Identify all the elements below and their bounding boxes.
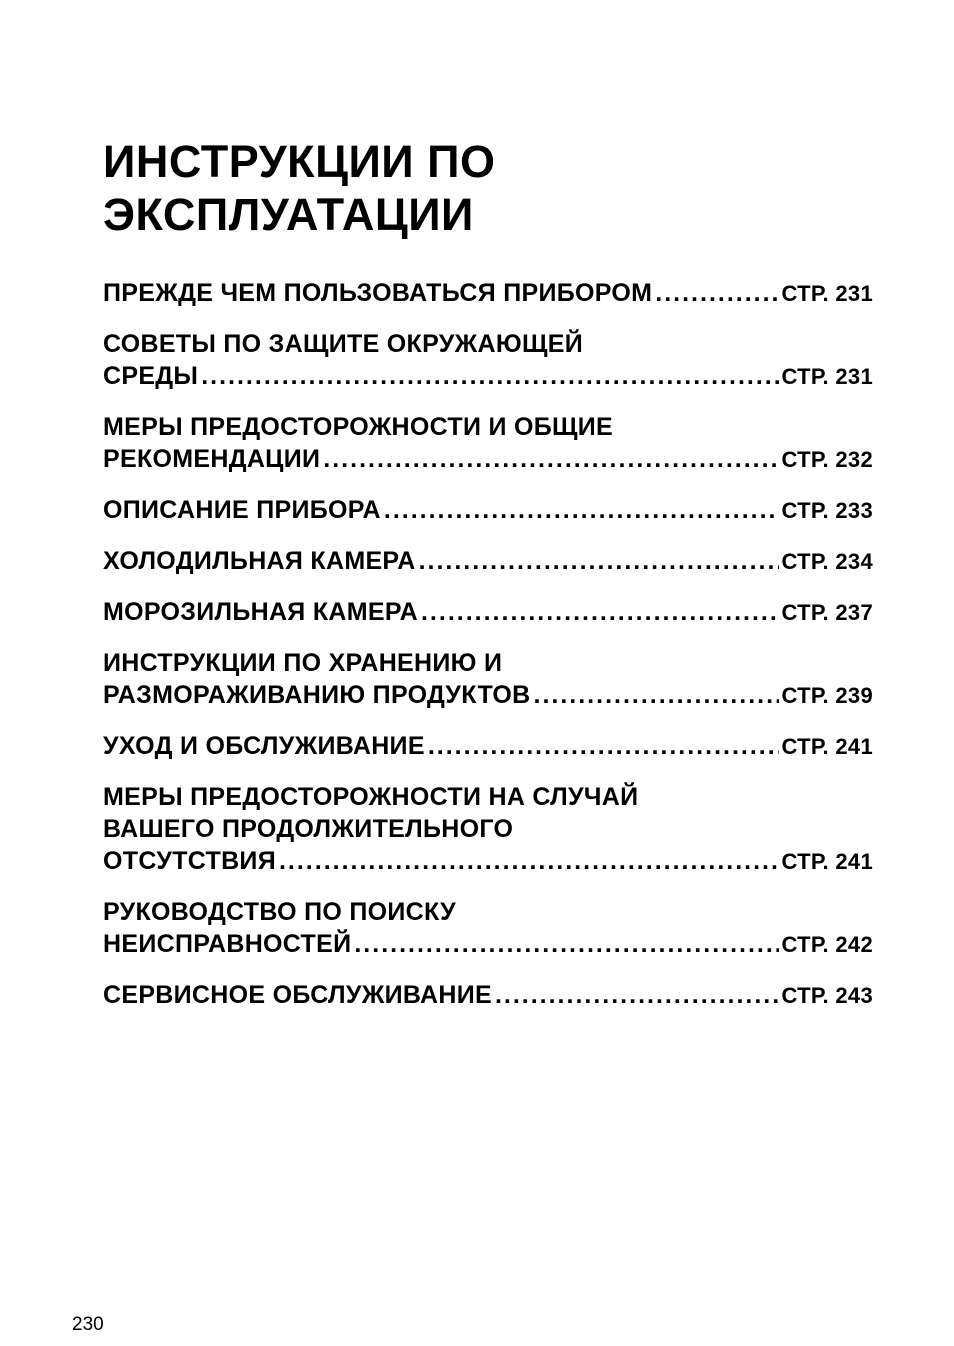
toc-entry[interactable] — [103, 277, 873, 310]
toc-entry-label: МОРОЗИЛЬНАЯ КАМЕРА — [103, 598, 418, 626]
toc-entry-label: РУКОВОДСТВО ПО ПОИСКУ — [103, 898, 457, 926]
toc-entry-label: МЕРЫ ПРЕДОСТОРОЖНОСТИ НА СЛУЧАЙ — [103, 783, 639, 811]
toc-entry-label: РАЗМОРАЖИВАНИЮ ПРОДУКТОВ — [103, 681, 531, 709]
toc-last-line — [103, 494, 873, 527]
toc-entry-label: ПРЕЖДЕ ЧЕМ ПОЛЬЗОВАТЬСЯ ПРИБОРОМ — [103, 279, 653, 307]
toc-dot-leader — [323, 443, 778, 475]
toc-entry-label: СЕРВИСНОЕ ОБСЛУЖИВАНИЕ — [103, 981, 492, 1009]
page-title — [103, 135, 863, 241]
toc-entry[interactable] — [103, 730, 873, 763]
toc-entry-label: МЕРЫ ПРЕДОСТОРОЖНОСТИ И ОБЩИЕ — [103, 413, 614, 441]
toc-entry[interactable] — [103, 545, 873, 578]
toc-last-line — [103, 679, 873, 712]
toc-page-ref: СТР. 234 — [781, 549, 873, 574]
toc-entry-label: СОВЕТЫ ПО ЗАЩИТЕ ОКРУЖАЮЩЕЙ — [103, 330, 583, 358]
toc-page-ref: СТР. 231 — [781, 281, 873, 306]
toc-page-ref: СТР. 243 — [781, 983, 873, 1008]
toc-page-ref: СТР. 241 — [781, 734, 873, 759]
toc-page-ref: СТР. 233 — [781, 498, 873, 523]
toc-entry[interactable] — [103, 896, 873, 961]
toc-entry-label: ИНСТРУКЦИИ ПО ХРАНЕНИЮ И — [103, 649, 503, 677]
toc-last-line — [103, 979, 873, 1012]
toc-entry[interactable] — [103, 494, 873, 527]
toc-dot-leader — [384, 494, 779, 526]
toc-entry-label: УХОД И ОБСЛУЖИВАНИЕ — [103, 732, 425, 760]
toc-dot-leader — [495, 979, 779, 1011]
page-title-line-2: ЭКСПЛУАТАЦИИ — [103, 189, 474, 240]
toc-entry[interactable] — [103, 979, 873, 1012]
table-of-contents — [103, 277, 873, 1030]
toc-dot-leader — [534, 679, 779, 711]
toc-last-line — [103, 596, 873, 629]
toc-page-ref: СТР. 242 — [781, 932, 873, 957]
toc-entry-label: СРЕДЫ — [103, 362, 199, 390]
toc-entry[interactable] — [103, 411, 873, 476]
toc-entry-label: ОТСУТСТВИЯ — [103, 847, 276, 875]
toc-entry-label: НЕИСПРАВНОСТЕЙ — [103, 930, 352, 958]
toc-page-ref: СТР. 231 — [781, 364, 873, 389]
toc-entry-label: РЕКОМЕНДАЦИИ — [103, 445, 321, 473]
toc-page-ref: СТР. 232 — [781, 447, 873, 472]
page-number: 230 — [72, 1314, 104, 1335]
toc-last-line — [103, 845, 873, 878]
toc-last-line — [103, 545, 873, 578]
toc-page-ref: СТР. 241 — [781, 849, 873, 874]
page-title-line-1: ИНСТРУКЦИИ ПО — [103, 136, 496, 187]
toc-last-line — [103, 730, 873, 763]
toc-entry-label: ОПИСАНИЕ ПРИБОРА — [103, 496, 381, 524]
toc-dot-leader — [279, 845, 779, 877]
toc-last-line — [103, 928, 873, 961]
toc-entry[interactable] — [103, 596, 873, 629]
toc-entry[interactable] — [103, 781, 873, 878]
toc-page-ref: СТР. 237 — [781, 600, 873, 625]
toc-dot-leader — [421, 596, 779, 628]
toc-entry[interactable] — [103, 328, 873, 393]
toc-last-line — [103, 277, 873, 310]
toc-last-line — [103, 443, 873, 476]
toc-entry[interactable] — [103, 647, 873, 712]
toc-dot-leader — [354, 928, 778, 960]
toc-page-ref: СТР. 239 — [781, 683, 873, 708]
toc-dot-leader — [201, 360, 778, 392]
toc-entry-label: ВАШЕГО ПРОДОЛЖИТЕЛЬНОГО — [103, 815, 514, 843]
toc-dot-leader — [655, 277, 778, 309]
toc-dot-leader — [419, 545, 779, 577]
toc-last-line — [103, 360, 873, 393]
toc-dot-leader — [428, 730, 779, 762]
toc-entry-label: ХОЛОДИЛЬНАЯ КАМЕРА — [103, 547, 416, 575]
